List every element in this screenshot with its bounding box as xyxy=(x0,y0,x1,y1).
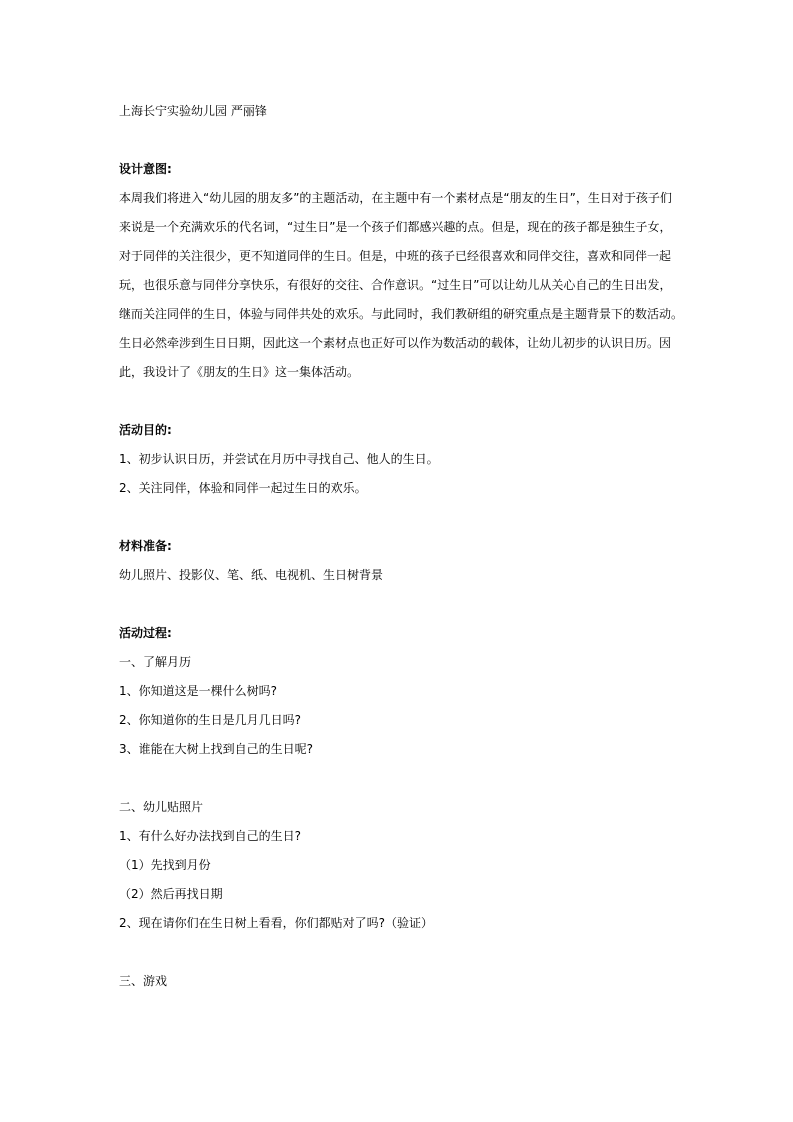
author-line: 上海长宁实验幼儿园 严丽锋 xyxy=(119,104,267,118)
materials-heading: 材料准备: xyxy=(119,539,172,553)
process-heading: 活动过程: xyxy=(119,626,172,640)
design-paragraph-line: 本周我们将进入“幼儿园的朋友多”的主题活动，在主题中有一个素材点是“朋友的生日”，生日对于孩子们 xyxy=(119,191,672,205)
spacer xyxy=(119,509,679,538)
goal-item: 2、关注同伴，体验和同伴一起过生日的欢乐。 xyxy=(119,481,367,495)
spacer xyxy=(119,132,679,161)
process-item: 1、有什么好办法找到自己的生日? xyxy=(119,829,302,843)
design-paragraph-line: 继而关注同伴的生日，体验与同伴共处的欢乐。与此同时，我们教研组的研究重点是主题背景下的数活动。 xyxy=(119,307,684,321)
process-item: 2、你知道你的生日是几月几日吗? xyxy=(119,713,302,727)
process-section-title: 一、了解月历 xyxy=(119,655,192,669)
design-paragraph-line: 对于同伴的关注很少，更不知道同伴的生日。但是，中班的孩子已经很喜欢和同伴交往，喜欢和同伴一起 xyxy=(119,249,672,263)
spacer xyxy=(119,596,679,625)
process-item: 1、你知道这是一棵什么树吗? xyxy=(119,684,278,698)
goals-heading: 活动目的: xyxy=(119,423,172,437)
design-paragraph-line: 生日必然牵涉到生日日期，因此这一个素材点也正好可以作为数活动的载体，让幼儿初步的认识日历。因 xyxy=(119,336,672,350)
spacer xyxy=(119,944,679,973)
spacer xyxy=(119,393,679,422)
process-item: 2、现在请你们在生日树上看看，你们都贴对了吗?（验证） xyxy=(119,916,434,930)
design-paragraph-line: 来说是一个充满欢乐的代名词，“过生日”是一个孩子们都感兴趣的点。但是，现在的孩子都是独生子女， xyxy=(119,220,672,234)
design-paragraph-line: 玩，也很乐意与同伴分享快乐，有很好的交往、合作意识。“过生日”可以让幼儿从关心自己的生日出发， xyxy=(119,278,672,292)
process-section-title: 二、幼儿贴照片 xyxy=(119,800,204,814)
spacer xyxy=(119,770,679,799)
process-item: （2）然后再找日期 xyxy=(119,887,223,901)
document-page xyxy=(119,103,684,1002)
process-item: 3、谁能在大树上找到自己的生日呢? xyxy=(119,742,314,756)
materials-text: 幼儿照片、投影仪、笔、纸、电视机、生日树背景 xyxy=(119,568,384,582)
design-heading: 设计意图: xyxy=(119,162,172,176)
process-item: （1）先找到月份 xyxy=(119,858,211,872)
goal-item: 1、初步认识日历，并尝试在月历中寻找自己、他人的生日。 xyxy=(119,452,439,466)
process-section-title: 三、游戏 xyxy=(119,974,168,988)
design-paragraph-line: 此，我设计了《朋友的生日》这一集体活动。 xyxy=(119,365,360,379)
